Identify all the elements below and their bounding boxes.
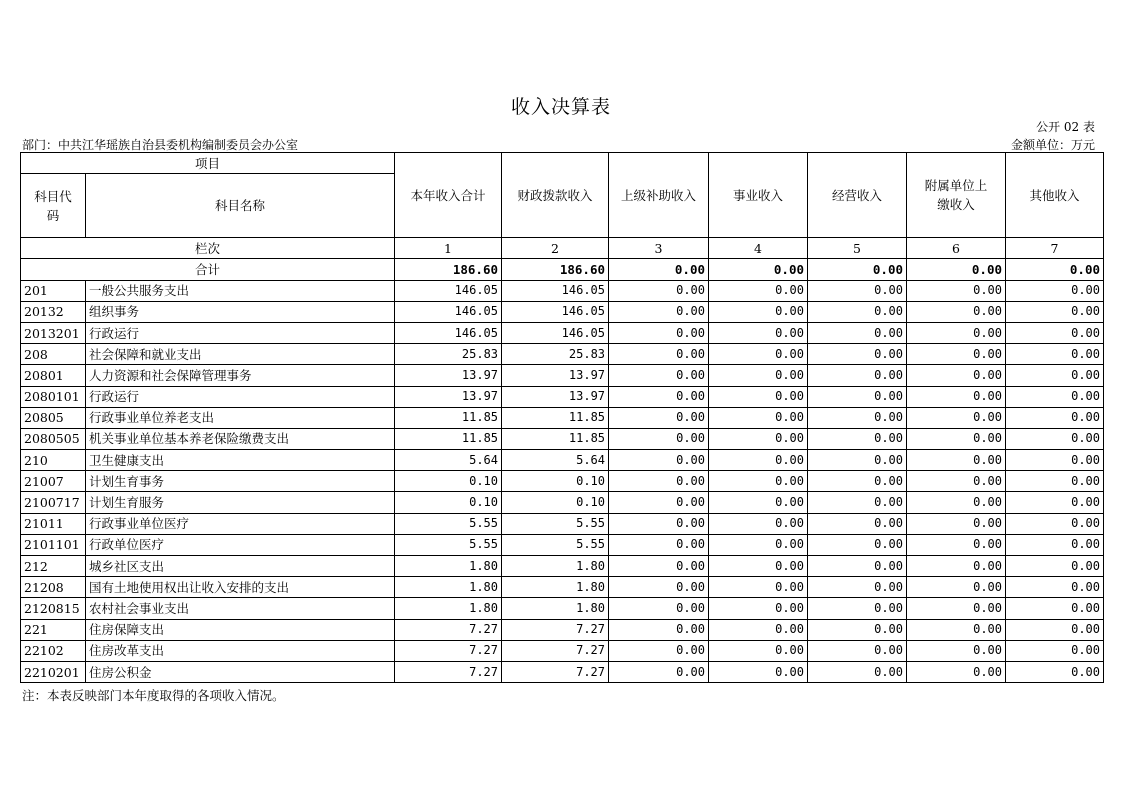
row-code: 21011: [21, 513, 86, 534]
row-v6: 0.00: [907, 365, 1006, 386]
header-col5: 经营收入: [808, 153, 907, 238]
row-v6: 0.00: [907, 661, 1006, 682]
row-v1: 11.85: [395, 407, 502, 428]
row-v6: 0.00: [907, 619, 1006, 640]
row-v5: 0.00: [808, 344, 907, 365]
row-v5: 0.00: [808, 492, 907, 513]
row-code: 22102: [21, 640, 86, 661]
row-v3: 0.00: [609, 280, 709, 301]
row-v2: 1.80: [502, 556, 609, 577]
table-row: [21, 661, 1104, 682]
table-row: [21, 598, 1104, 619]
row-v2: 7.27: [502, 661, 609, 682]
row-v3: 0.00: [609, 661, 709, 682]
row-v1: 13.97: [395, 386, 502, 407]
row-v2: 146.05: [502, 301, 609, 322]
row-v7: 0.00: [1006, 492, 1104, 513]
amount-unit-label: 金额单位：万元: [1010, 138, 1095, 152]
table-row: [21, 386, 1104, 407]
header-col1: 本年收入合计: [395, 153, 502, 238]
row-v1: 11.85: [395, 428, 502, 449]
row-v4: 0.00: [709, 598, 808, 619]
row-v6: 0.00: [907, 280, 1006, 301]
row-v5: 0.00: [808, 534, 907, 555]
header-col2: 财政拨款收入: [502, 153, 609, 238]
total-v4: 0.00: [709, 259, 808, 280]
row-name: 行政事业单位养老支出: [86, 407, 395, 428]
row-v4: 0.00: [709, 428, 808, 449]
table-body: [21, 259, 1104, 280]
row-v7: 0.00: [1006, 386, 1104, 407]
row-v3: 0.00: [609, 407, 709, 428]
row-v3: 0.00: [609, 450, 709, 471]
row-v3: 0.00: [609, 428, 709, 449]
row-v5: 0.00: [808, 598, 907, 619]
row-v6: 0.00: [907, 534, 1006, 555]
row-name: 住房保障支出: [86, 619, 395, 640]
row-v1: 13.97: [395, 365, 502, 386]
row-v7: 0.00: [1006, 301, 1104, 322]
table-row: [21, 428, 1104, 449]
row-v7: 0.00: [1006, 513, 1104, 534]
row-v2: 1.80: [502, 577, 609, 598]
row-v1: 1.80: [395, 577, 502, 598]
row-v7: 0.00: [1006, 534, 1104, 555]
table-row: [21, 577, 1104, 598]
row-v1: 0.10: [395, 471, 502, 492]
row-v1: 25.83: [395, 344, 502, 365]
table-row: [21, 450, 1104, 471]
row-code: 2120815: [21, 598, 86, 619]
row-code: 210: [21, 450, 86, 471]
row-v4: 0.00: [709, 344, 808, 365]
row-v2: 11.85: [502, 428, 609, 449]
row-v2: 146.05: [502, 280, 609, 301]
row-v4: 0.00: [709, 301, 808, 322]
row-v2: 0.10: [502, 492, 609, 513]
form-number: 公开 02 表: [1036, 120, 1095, 134]
row-v4: 0.00: [709, 407, 808, 428]
row-v1: 146.05: [395, 280, 502, 301]
row-v4: 0.00: [709, 619, 808, 640]
table-row: [21, 640, 1104, 661]
table-row: [21, 301, 1104, 322]
header-name: 科目名称: [86, 174, 395, 238]
row-code: 201: [21, 280, 86, 301]
row-v7: 0.00: [1006, 661, 1104, 682]
row-v4: 0.00: [709, 640, 808, 661]
row-name: 卫生健康支出: [86, 450, 395, 471]
total-v5: 0.00: [808, 259, 907, 280]
row-v4: 0.00: [709, 386, 808, 407]
row-v3: 0.00: [609, 322, 709, 343]
total-v7: 0.00: [1006, 259, 1104, 280]
header-col6: 附属单位上缴收入: [907, 153, 1006, 238]
row-v2: 0.10: [502, 471, 609, 492]
row-v1: 146.05: [395, 322, 502, 343]
row-v6: 0.00: [907, 598, 1006, 619]
header-col3: 上级补助收入: [609, 153, 709, 238]
header-num-1: 1: [395, 238, 502, 259]
row-v7: 0.00: [1006, 322, 1104, 343]
total-v6: 0.00: [907, 259, 1006, 280]
row-v1: 0.10: [395, 492, 502, 513]
total-v1: 186.60: [395, 259, 502, 280]
header-num-5: 5: [808, 238, 907, 259]
row-v4: 0.00: [709, 365, 808, 386]
header-col4: 事业收入: [709, 153, 808, 238]
row-v4: 0.00: [709, 661, 808, 682]
header-num-6: 6: [907, 238, 1006, 259]
table-note: 注：本表反映部门本年度取得的各项收入情况。: [22, 688, 285, 703]
row-v7: 0.00: [1006, 344, 1104, 365]
row-v1: 5.55: [395, 513, 502, 534]
row-v5: 0.00: [808, 280, 907, 301]
row-name: 住房改革支出: [86, 640, 395, 661]
table-rows: [21, 280, 1104, 683]
row-v4: 0.00: [709, 492, 808, 513]
total-v2: 186.60: [502, 259, 609, 280]
row-v6: 0.00: [907, 556, 1006, 577]
row-v4: 0.00: [709, 534, 808, 555]
row-v2: 5.64: [502, 450, 609, 471]
row-name: 行政单位医疗: [86, 534, 395, 555]
row-v2: 146.05: [502, 322, 609, 343]
table-row: [21, 407, 1104, 428]
row-v3: 0.00: [609, 344, 709, 365]
row-v5: 0.00: [808, 365, 907, 386]
row-v5: 0.00: [808, 407, 907, 428]
table-row: [21, 280, 1104, 301]
row-v3: 0.00: [609, 513, 709, 534]
row-v6: 0.00: [907, 577, 1006, 598]
total-v3: 0.00: [609, 259, 709, 280]
row-name: 计划生育事务: [86, 471, 395, 492]
row-v7: 0.00: [1006, 619, 1104, 640]
income-table: [20, 152, 1104, 683]
row-v3: 0.00: [609, 365, 709, 386]
header-num-2: 2: [502, 238, 609, 259]
row-v5: 0.00: [808, 577, 907, 598]
row-v7: 0.00: [1006, 407, 1104, 428]
row-v5: 0.00: [808, 322, 907, 343]
row-v3: 0.00: [609, 577, 709, 598]
row-v7: 0.00: [1006, 450, 1104, 471]
row-v7: 0.00: [1006, 556, 1104, 577]
row-v5: 0.00: [808, 556, 907, 577]
header-item: 项目: [21, 153, 395, 174]
table-row: [21, 556, 1104, 577]
row-v5: 0.00: [808, 513, 907, 534]
row-v3: 0.00: [609, 492, 709, 513]
table-row: [21, 534, 1104, 555]
row-name: 计划生育服务: [86, 492, 395, 513]
row-v1: 1.80: [395, 556, 502, 577]
row-v3: 0.00: [609, 471, 709, 492]
row-v4: 0.00: [709, 322, 808, 343]
row-name: 社会保障和就业支出: [86, 344, 395, 365]
row-v1: 146.05: [395, 301, 502, 322]
header-col7: 其他收入: [1006, 153, 1104, 238]
row-v5: 0.00: [808, 301, 907, 322]
table-row: [21, 513, 1104, 534]
row-code: 20801: [21, 365, 86, 386]
row-code: 2080101: [21, 386, 86, 407]
row-v5: 0.00: [808, 661, 907, 682]
row-v6: 0.00: [907, 407, 1006, 428]
row-v6: 0.00: [907, 322, 1006, 343]
table-row: [21, 322, 1104, 343]
row-v2: 7.27: [502, 619, 609, 640]
table-header: [21, 153, 1104, 259]
row-v1: 5.55: [395, 534, 502, 555]
row-v6: 0.00: [907, 344, 1006, 365]
row-code: 2013201: [21, 322, 86, 343]
row-name: 一般公共服务支出: [86, 280, 395, 301]
row-v3: 0.00: [609, 534, 709, 555]
row-v6: 0.00: [907, 450, 1006, 471]
row-v3: 0.00: [609, 619, 709, 640]
row-v5: 0.00: [808, 428, 907, 449]
row-name: 城乡社区支出: [86, 556, 395, 577]
row-v4: 0.00: [709, 556, 808, 577]
row-v1: 7.27: [395, 640, 502, 661]
row-v4: 0.00: [709, 280, 808, 301]
row-name: 国有土地使用权出让收入安排的支出: [86, 577, 395, 598]
header-code: 科目代码: [21, 174, 86, 238]
header-lanci: 栏次: [21, 238, 395, 259]
row-v5: 0.00: [808, 640, 907, 661]
row-v4: 0.00: [709, 513, 808, 534]
row-v2: 7.27: [502, 640, 609, 661]
table-row: [21, 365, 1104, 386]
row-name: 机关事业单位基本养老保险缴费支出: [86, 428, 395, 449]
row-v6: 0.00: [907, 428, 1006, 449]
row-name: 组织事务: [86, 301, 395, 322]
row-code: 221: [21, 619, 86, 640]
row-v7: 0.00: [1006, 365, 1104, 386]
row-name: 农村社会事业支出: [86, 598, 395, 619]
row-v3: 0.00: [609, 386, 709, 407]
row-code: 21208: [21, 577, 86, 598]
header-num-3: 3: [609, 238, 709, 259]
row-code: 20132: [21, 301, 86, 322]
row-code: 212: [21, 556, 86, 577]
row-v2: 5.55: [502, 513, 609, 534]
row-v6: 0.00: [907, 640, 1006, 661]
row-v7: 0.00: [1006, 577, 1104, 598]
header-num-4: 4: [709, 238, 808, 259]
row-v6: 0.00: [907, 492, 1006, 513]
row-v7: 0.00: [1006, 598, 1104, 619]
row-v2: 13.97: [502, 386, 609, 407]
row-v5: 0.00: [808, 450, 907, 471]
row-v4: 0.00: [709, 577, 808, 598]
table-row: [21, 471, 1104, 492]
row-v4: 0.00: [709, 450, 808, 471]
table-row: [21, 344, 1104, 365]
table-row: [21, 492, 1104, 513]
row-code: 2100717: [21, 492, 86, 513]
row-v5: 0.00: [808, 386, 907, 407]
row-v1: 5.64: [395, 450, 502, 471]
total-label: 合计: [21, 259, 395, 280]
row-v7: 0.00: [1006, 428, 1104, 449]
row-code: 2101101: [21, 534, 86, 555]
row-code: 21007: [21, 471, 86, 492]
row-v6: 0.00: [907, 386, 1006, 407]
header-num-7: 7: [1006, 238, 1104, 259]
row-v3: 0.00: [609, 640, 709, 661]
row-v1: 7.27: [395, 619, 502, 640]
row-name: 行政运行: [86, 322, 395, 343]
row-name: 住房公积金: [86, 661, 395, 682]
row-v4: 0.00: [709, 471, 808, 492]
row-v5: 0.00: [808, 471, 907, 492]
row-name: 人力资源和社会保障管理事务: [86, 365, 395, 386]
row-name: 行政运行: [86, 386, 395, 407]
row-v2: 25.83: [502, 344, 609, 365]
row-v3: 0.00: [609, 598, 709, 619]
row-v6: 0.00: [907, 471, 1006, 492]
row-code: 2210201: [21, 661, 86, 682]
row-v2: 5.55: [502, 534, 609, 555]
row-v1: 1.80: [395, 598, 502, 619]
total-row: [21, 259, 1104, 280]
row-code: 208: [21, 344, 86, 365]
row-v2: 13.97: [502, 365, 609, 386]
row-v5: 0.00: [808, 619, 907, 640]
row-code: 20805: [21, 407, 86, 428]
row-v3: 0.00: [609, 301, 709, 322]
row-v2: 1.80: [502, 598, 609, 619]
row-v6: 0.00: [907, 301, 1006, 322]
row-v7: 0.00: [1006, 640, 1104, 661]
row-v2: 11.85: [502, 407, 609, 428]
table-row: [21, 619, 1104, 640]
row-v6: 0.00: [907, 513, 1006, 534]
row-v3: 0.00: [609, 556, 709, 577]
row-v1: 7.27: [395, 661, 502, 682]
department-label: 部门：中共江华瑶族自治县委机构编制委员会办公室: [22, 138, 299, 152]
row-v7: 0.00: [1006, 471, 1104, 492]
row-code: 2080505: [21, 428, 86, 449]
row-v7: 0.00: [1006, 280, 1104, 301]
row-name: 行政事业单位医疗: [86, 513, 395, 534]
page-title: 收入决算表: [510, 96, 611, 118]
